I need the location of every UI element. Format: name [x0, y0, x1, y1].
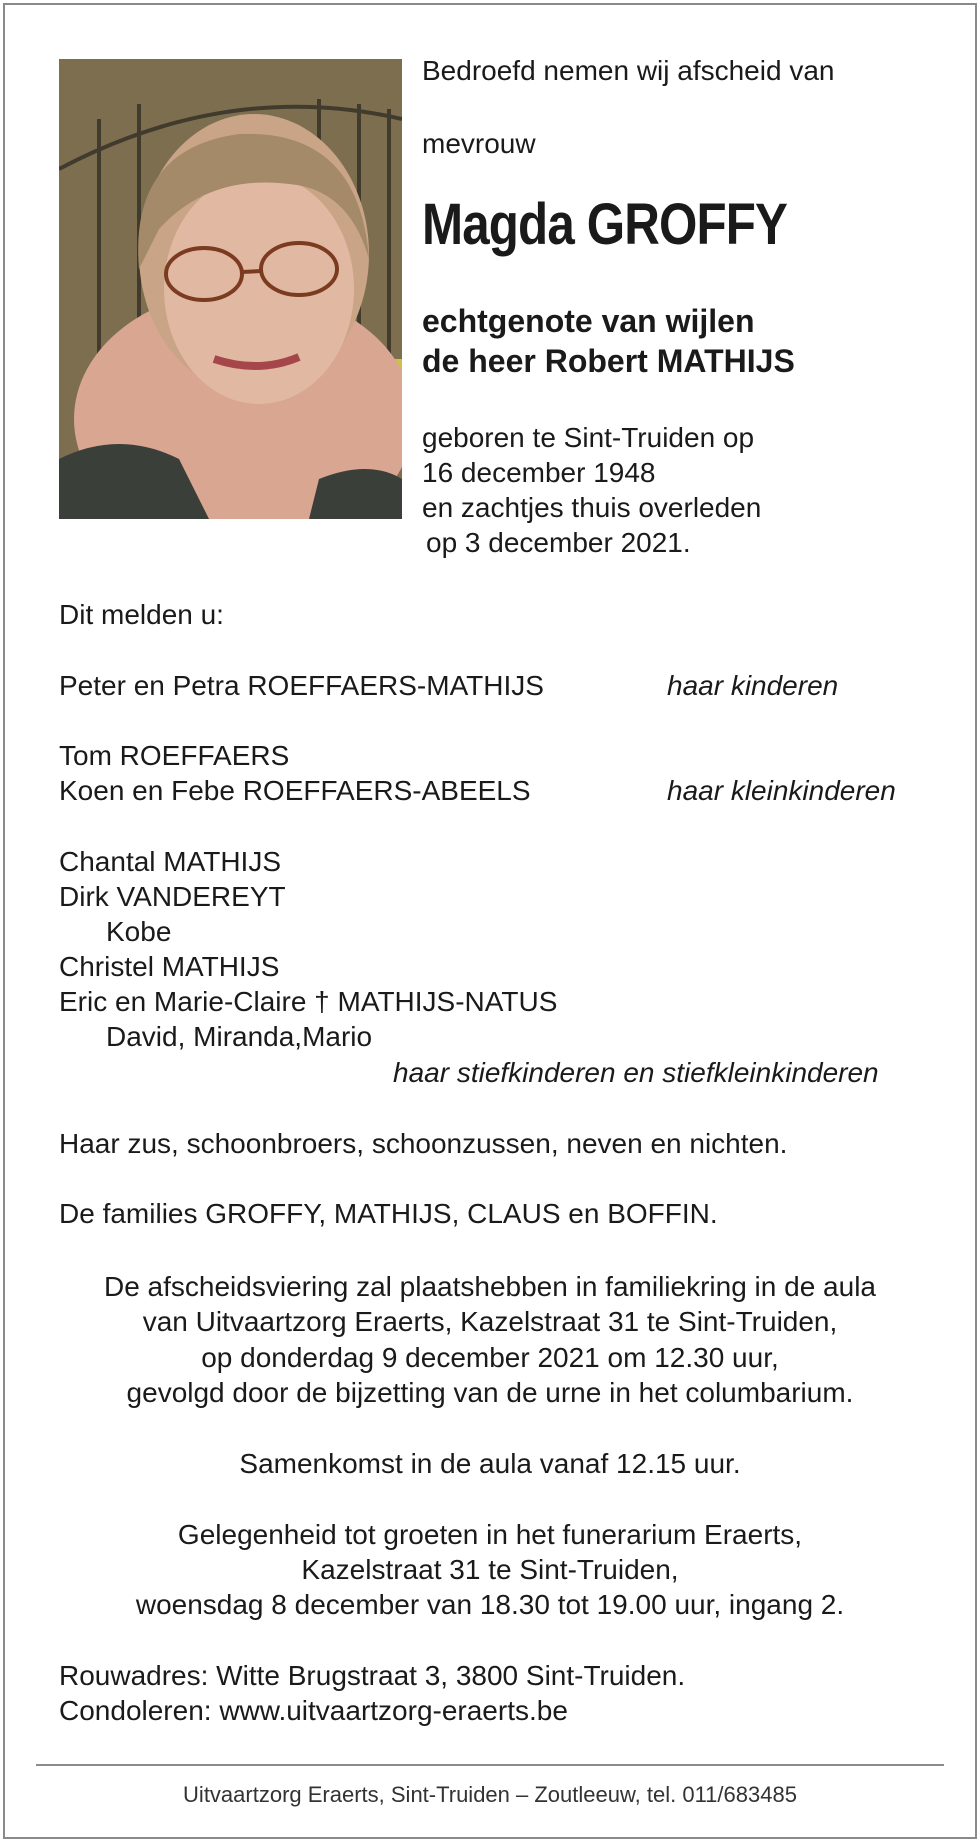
born-line-1: geboren te Sint-Truiden op — [422, 422, 755, 453]
stepchildren-relation: haar stiefkinderen en stiefkleinkinderen — [393, 1057, 879, 1088]
announcement-intro: Dit melden u: — [59, 599, 224, 630]
grandchild-name: Koen en Febe ROEFFAERS-ABEELS — [59, 775, 531, 806]
footer-divider — [36, 1764, 944, 1766]
families-line: De families GROFFY, MATHIJS, CLAUS en BOFFIN. — [59, 1198, 718, 1229]
visitation-line: woensdag 8 december van 18.30 tot 19.00 uur, ingang 2. — [135, 1589, 845, 1620]
portrait-photo — [59, 59, 402, 519]
condolence-link[interactable]: Condoleren: www.uitvaartzorg-eraerts.be — [59, 1695, 568, 1726]
grandchildren-relation: haar kleinkinderen — [667, 775, 896, 806]
ceremony-line: De afscheidsviering zal plaatshebben in familiekring in de aula — [103, 1271, 876, 1302]
born-line-2: 16 december 1948 — [422, 457, 656, 488]
visitation-line: Gelegenheid tot groeten in het funerarium Eraerts, — [177, 1519, 803, 1550]
stepchild-name: Eric en Marie-Claire † MATHIJS-NATUS — [59, 986, 558, 1017]
ceremony-line: op donderdag 9 december 2021 om 12.30 uur, — [201, 1342, 779, 1373]
mourning-address: Rouwadres: Witte Brugstraat 3, 3800 Sint-Truiden. — [59, 1660, 686, 1691]
children-names: Peter en Petra ROEFFAERS-MATHIJS — [59, 670, 544, 701]
gathering-line: Samenkomst in de aula vanaf 12.15 uur. — [239, 1448, 741, 1479]
siblings-line: Haar zus, schoonbroers, schoonzussen, neven en nichten. — [59, 1128, 788, 1159]
visitation-line: Kazelstraat 31 te Sint-Truiden, — [301, 1554, 679, 1585]
intro-text: Bedroefd nemen wij afscheid van — [422, 55, 835, 86]
title-text: mevrouw — [422, 128, 536, 159]
footer-text: Uitvaartzorg Eraerts, Sint-Truiden – Zoutleeuw, tel. 011/683485 — [183, 1782, 797, 1807]
stepgrandchild-name: Kobe — [106, 916, 172, 947]
stepgrandchild-name: David, Miranda,Mario — [106, 1021, 373, 1052]
died-line-1: en zachtjes thuis overleden — [422, 492, 762, 523]
stepchild-name: Christel MATHIJS — [59, 951, 280, 982]
children-relation: haar kinderen — [667, 670, 839, 701]
ceremony-line: van Uitvaartzorg Eraerts, Kazelstraat 31 te Sint-Truiden, — [142, 1306, 838, 1337]
spouse-line-1: echtgenote van wijlen — [422, 303, 755, 339]
stepchild-name: Dirk VANDEREYT — [59, 881, 286, 912]
ceremony-line: gevolgd door de bijzetting van de urne in het columbarium. — [126, 1377, 854, 1408]
deceased-name: Magda GROFFY — [422, 192, 788, 257]
grandchild-name: Tom ROEFFAERS — [59, 740, 290, 771]
stepchild-name: Chantal MATHIJS — [59, 846, 281, 877]
spouse-line-2: de heer Robert MATHIJS — [422, 343, 795, 379]
died-line-2: op 3 december 2021. — [426, 527, 691, 558]
